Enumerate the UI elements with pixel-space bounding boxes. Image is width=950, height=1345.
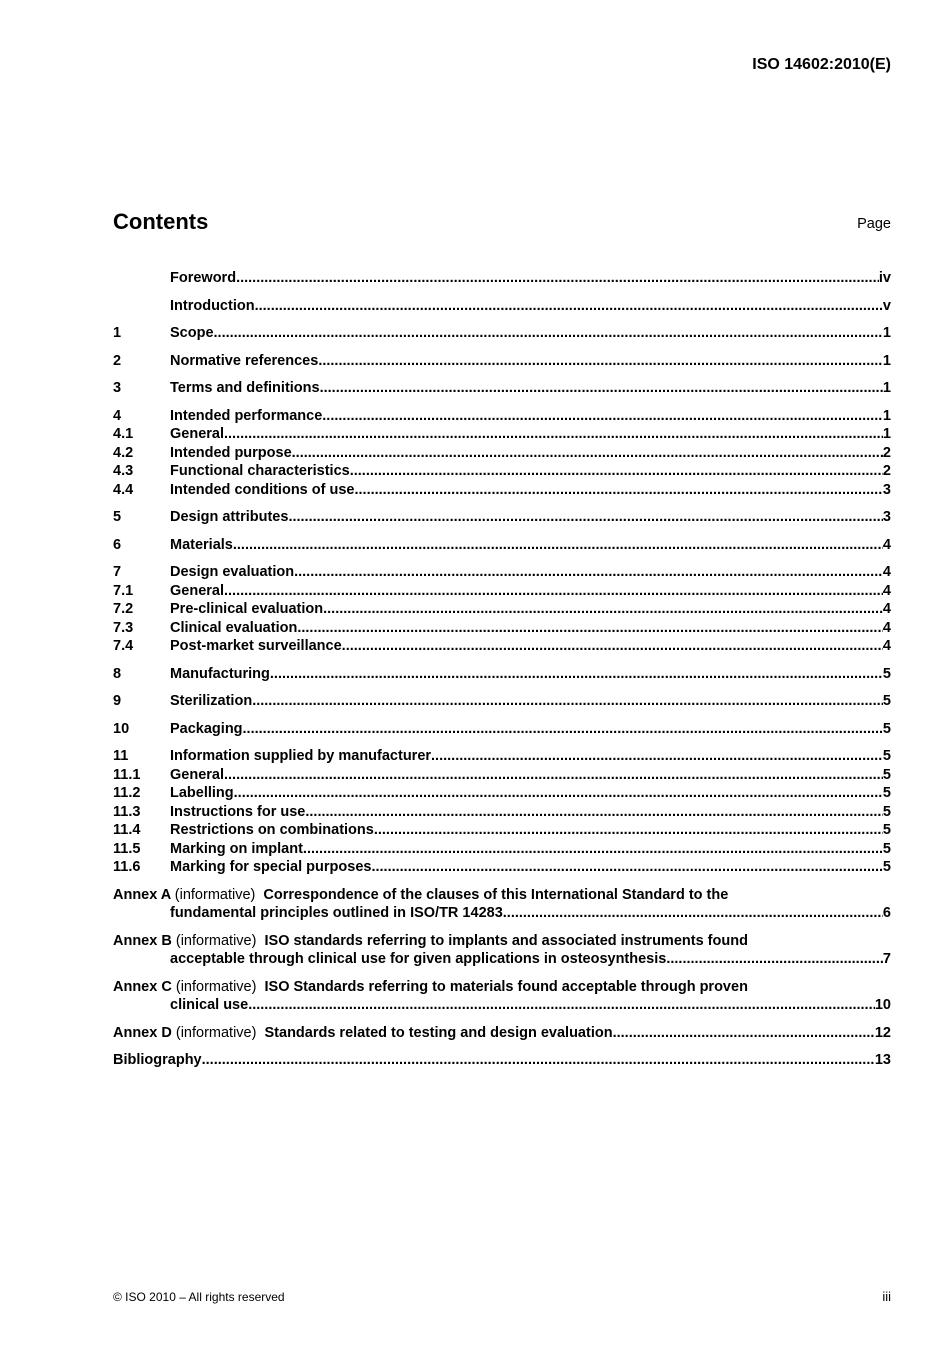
toc-entry-title: acceptable through clinical use for given applications in osteosynthesis [170, 951, 667, 967]
toc-entry-number: 11.1 [113, 766, 141, 783]
toc-entry-number: 11.6 [113, 859, 141, 875]
toc-entry[interactable] [113, 720, 891, 739]
toc-entry-page: 1 [882, 325, 891, 341]
toc-entry-page: 6 [882, 905, 891, 921]
toc-entry[interactable] [113, 950, 891, 969]
toc-entry-page: 5 [882, 665, 891, 682]
toc-entry-number: 8 [113, 665, 122, 682]
annex-title: Standards related to testing and design evaluation [264, 1024, 613, 1041]
toc-entry-number: 9 [113, 693, 122, 709]
document-id: ISO 14602:2010(E) [752, 56, 891, 73]
dot-leader [322, 407, 883, 426]
toc-entry-number: 11.3 [113, 803, 141, 820]
dot-leader [202, 1051, 875, 1070]
toc-entry-page: 10 [874, 997, 891, 1013]
toc-entry-title: Terms and definitions [170, 380, 320, 396]
dot-leader [323, 600, 883, 619]
toc-entry-title: Instructions for use [170, 803, 306, 820]
toc-group [113, 665, 891, 684]
toc-entry-title: Manufacturing [170, 665, 270, 682]
toc-entry[interactable] [113, 297, 891, 316]
annex-title: ISO Standards referring to materials found acceptable through proven [264, 978, 748, 995]
annex-kind: (informative) [175, 1024, 257, 1041]
toc-entry-title: Intended purpose [170, 444, 292, 461]
toc-entry-title: Sterilization [170, 693, 253, 709]
toc-entry-number: 11.2 [113, 785, 141, 801]
toc-entry[interactable] [113, 692, 891, 711]
toc-entry[interactable] [113, 352, 891, 371]
annex-heading-line [113, 978, 891, 997]
annex-entry[interactable] [113, 1024, 891, 1043]
toc-entry[interactable] [113, 665, 891, 684]
toc-entry[interactable] [113, 784, 891, 803]
dot-leader [318, 352, 883, 371]
toc-group [113, 407, 891, 500]
toc-entry-number: 6 [113, 536, 122, 553]
toc-entry-page: 1 [882, 407, 891, 424]
toc-group [113, 720, 891, 739]
toc-entry-page: 5 [882, 720, 891, 737]
toc-entry-title: General [170, 426, 224, 442]
toc-entry[interactable] [113, 619, 891, 638]
toc-entry-number: 7.2 [113, 601, 134, 617]
toc-entry-title: Labelling [170, 785, 234, 801]
toc-entry-page: 2 [882, 444, 891, 461]
toc-entry-title: General [170, 766, 224, 783]
dot-leader [234, 784, 883, 803]
toc-entry-title: clinical use [170, 997, 249, 1013]
toc-entry-page: 5 [882, 859, 891, 875]
toc-entry-page: v [882, 297, 891, 314]
toc-entry-page: 4 [882, 564, 891, 580]
toc-group [113, 297, 891, 316]
toc-entry-title: Packaging [170, 720, 243, 737]
toc-group [113, 324, 891, 343]
toc-entry-title: Bibliography [113, 1052, 202, 1068]
toc-group [113, 352, 891, 371]
toc-entry-number: 1 [113, 325, 122, 341]
annex-entry[interactable] [113, 932, 891, 969]
dot-leader [288, 508, 882, 527]
dot-leader [252, 692, 883, 711]
toc-entry-number: 7.4 [113, 638, 134, 654]
page-number: iii [882, 1289, 891, 1304]
toc-entry[interactable] [113, 508, 891, 527]
toc-entry[interactable] [113, 425, 891, 444]
dot-leader [233, 536, 883, 555]
toc-entry-title: Scope [170, 325, 214, 341]
toc-entry[interactable] [113, 481, 891, 500]
dot-leader [243, 720, 883, 739]
page-column-label: Page [857, 216, 891, 232]
toc-entry-title: Clinical evaluation [170, 619, 298, 636]
dot-leader [305, 803, 883, 822]
annex-heading-line [113, 1024, 613, 1043]
toc-entry-number: 5 [113, 509, 122, 525]
toc-entry-title: Restrictions on combinations [170, 822, 374, 838]
toc-entry-number: 11 [113, 748, 129, 764]
toc-entry-title: Foreword [170, 270, 237, 286]
dot-leader [374, 821, 883, 840]
dot-leader [354, 481, 882, 500]
toc-entry-number: 11.5 [113, 840, 141, 857]
toc-entry-title: Pre-clinical evaluation [170, 601, 324, 617]
dot-leader [294, 563, 883, 582]
toc-entry-title: Marking for special purposes [170, 859, 372, 875]
toc-entry-title: Design attributes [170, 509, 289, 525]
toc-entry[interactable] [113, 324, 891, 343]
annex-heading-line [113, 932, 891, 951]
toc-entry-page: 5 [882, 822, 891, 838]
toc-entry-page: 5 [882, 766, 891, 783]
toc-entry[interactable] [113, 747, 891, 766]
toc-entry[interactable] [113, 803, 891, 822]
toc-entry-number: 7.3 [113, 619, 134, 636]
toc-entry-title: Introduction [170, 297, 255, 314]
toc-entry-page: 4 [882, 582, 891, 599]
dot-leader [503, 904, 883, 923]
toc-entry-page: iv [878, 270, 891, 286]
toc-entry[interactable] [113, 600, 891, 619]
annex-heading-line [113, 886, 891, 905]
toc-entry-page: 13 [874, 1052, 891, 1068]
toc-entry-page: 3 [882, 509, 891, 525]
toc-entry[interactable] [113, 462, 891, 481]
toc-entry-page: 4 [882, 638, 891, 654]
toc-entry-title: Marking on implant [170, 840, 303, 857]
dot-leader [431, 747, 883, 766]
toc-entry[interactable] [113, 766, 891, 785]
toc-entry[interactable] [113, 637, 891, 656]
dot-leader [255, 297, 883, 316]
annex-label: Annex B [113, 932, 172, 949]
toc-entry-number: 3 [113, 380, 122, 396]
toc-entry-title: Information supplied by manufacturer [170, 748, 432, 764]
dot-leader [303, 840, 883, 859]
toc-entry-page: 12 [874, 1024, 891, 1041]
toc-entry-number: 4.2 [113, 444, 134, 461]
toc-entry-page: 7 [882, 951, 891, 967]
toc-entry-page: 5 [882, 840, 891, 857]
copyright-notice: © ISO 2010 – All rights reserved [113, 1290, 285, 1304]
toc-entry-bibliography[interactable] [113, 1051, 891, 1070]
toc-entry-number: 4 [113, 407, 122, 424]
toc-entry-title: Normative references [170, 352, 319, 369]
toc-entry-title: Functional characteristics [170, 463, 350, 479]
toc-entry[interactable] [113, 269, 891, 288]
toc-entry-page: 5 [882, 803, 891, 820]
dot-leader [214, 324, 883, 343]
dot-leader [297, 619, 883, 638]
annex-kind: (informative) [175, 932, 257, 949]
dot-leader [613, 1024, 875, 1043]
toc-entry-number: 4.1 [113, 426, 134, 442]
toc-entry-number: 10 [113, 720, 130, 737]
toc-entry-title: Intended conditions of use [170, 481, 355, 498]
toc-entry-page: 3 [882, 481, 891, 498]
toc-group [113, 747, 891, 877]
toc-entry-page: 5 [882, 785, 891, 801]
toc-entry-page: 1 [882, 426, 891, 442]
dot-leader [224, 425, 883, 444]
dot-leader [248, 996, 875, 1015]
toc-entry-title: Design evaluation [170, 564, 295, 580]
toc-entry[interactable] [113, 536, 891, 555]
toc-entry-title: Intended performance [170, 407, 323, 424]
dot-leader [666, 950, 883, 969]
dot-leader [350, 462, 883, 481]
toc-entry-page: 4 [882, 619, 891, 636]
toc-group [113, 536, 891, 555]
annex-label: Annex C [113, 978, 172, 995]
dot-leader [224, 582, 883, 601]
toc-entry-page: 4 [882, 601, 891, 617]
dot-leader [292, 444, 883, 463]
toc-entry-number: 4.3 [113, 463, 134, 479]
toc-entry[interactable] [113, 858, 891, 877]
toc-entry[interactable] [113, 821, 891, 840]
toc-entry-page: 5 [882, 693, 891, 709]
annex-kind: (informative) [174, 886, 256, 903]
annex-kind: (informative) [175, 978, 257, 995]
toc-entry[interactable] [113, 582, 891, 601]
toc-entry-title: Post-market surveillance [170, 638, 342, 654]
toc-group [113, 269, 891, 288]
toc-entry-title: General [170, 582, 224, 599]
toc-entry-title: Materials [170, 536, 233, 553]
toc-entry [113, 1024, 891, 1043]
dot-leader [342, 637, 883, 656]
toc-entry-number: 11.4 [113, 822, 141, 838]
toc-entry[interactable] [113, 444, 891, 463]
dot-leader [270, 665, 883, 684]
toc-entry[interactable] [113, 840, 891, 859]
toc-entry-number: 4.4 [113, 481, 134, 498]
toc-entry[interactable] [113, 563, 891, 582]
annex-entry[interactable] [113, 886, 891, 923]
toc-entry[interactable] [113, 379, 891, 398]
dot-leader [320, 379, 883, 398]
toc-entry-number: 2 [113, 352, 122, 369]
toc-entry[interactable] [113, 904, 891, 923]
toc-entry-title: fundamental principles outlined in ISO/TR 14283 [170, 905, 503, 921]
toc-entry-page: 1 [882, 352, 891, 369]
toc-entry-page: 2 [882, 463, 891, 479]
toc-entry[interactable] [113, 407, 891, 426]
toc-entry-page: 1 [882, 380, 891, 396]
toc-group [113, 379, 891, 398]
annex-label: Annex A [113, 886, 171, 903]
toc-entry[interactable] [113, 996, 891, 1015]
dot-leader [224, 766, 883, 785]
toc-entry-number: 7.1 [113, 582, 134, 599]
contents-title: Contents [113, 209, 209, 234]
annex-entry[interactable] [113, 978, 891, 1015]
annex-label: Annex D [113, 1024, 172, 1041]
toc-group [113, 563, 891, 656]
annex-title: Correspondence of the clauses of this International Standard to the [263, 886, 729, 903]
dot-leader [371, 858, 882, 877]
toc-entry-page: 5 [882, 748, 891, 764]
table-of-contents [113, 269, 891, 1070]
annex-title: ISO standards referring to implants and associated instruments found [264, 932, 748, 949]
toc-group [113, 508, 891, 527]
toc-entry-page: 4 [882, 536, 891, 553]
toc-entry-number: 7 [113, 564, 122, 580]
toc-group [113, 692, 891, 711]
dot-leader [236, 269, 879, 288]
